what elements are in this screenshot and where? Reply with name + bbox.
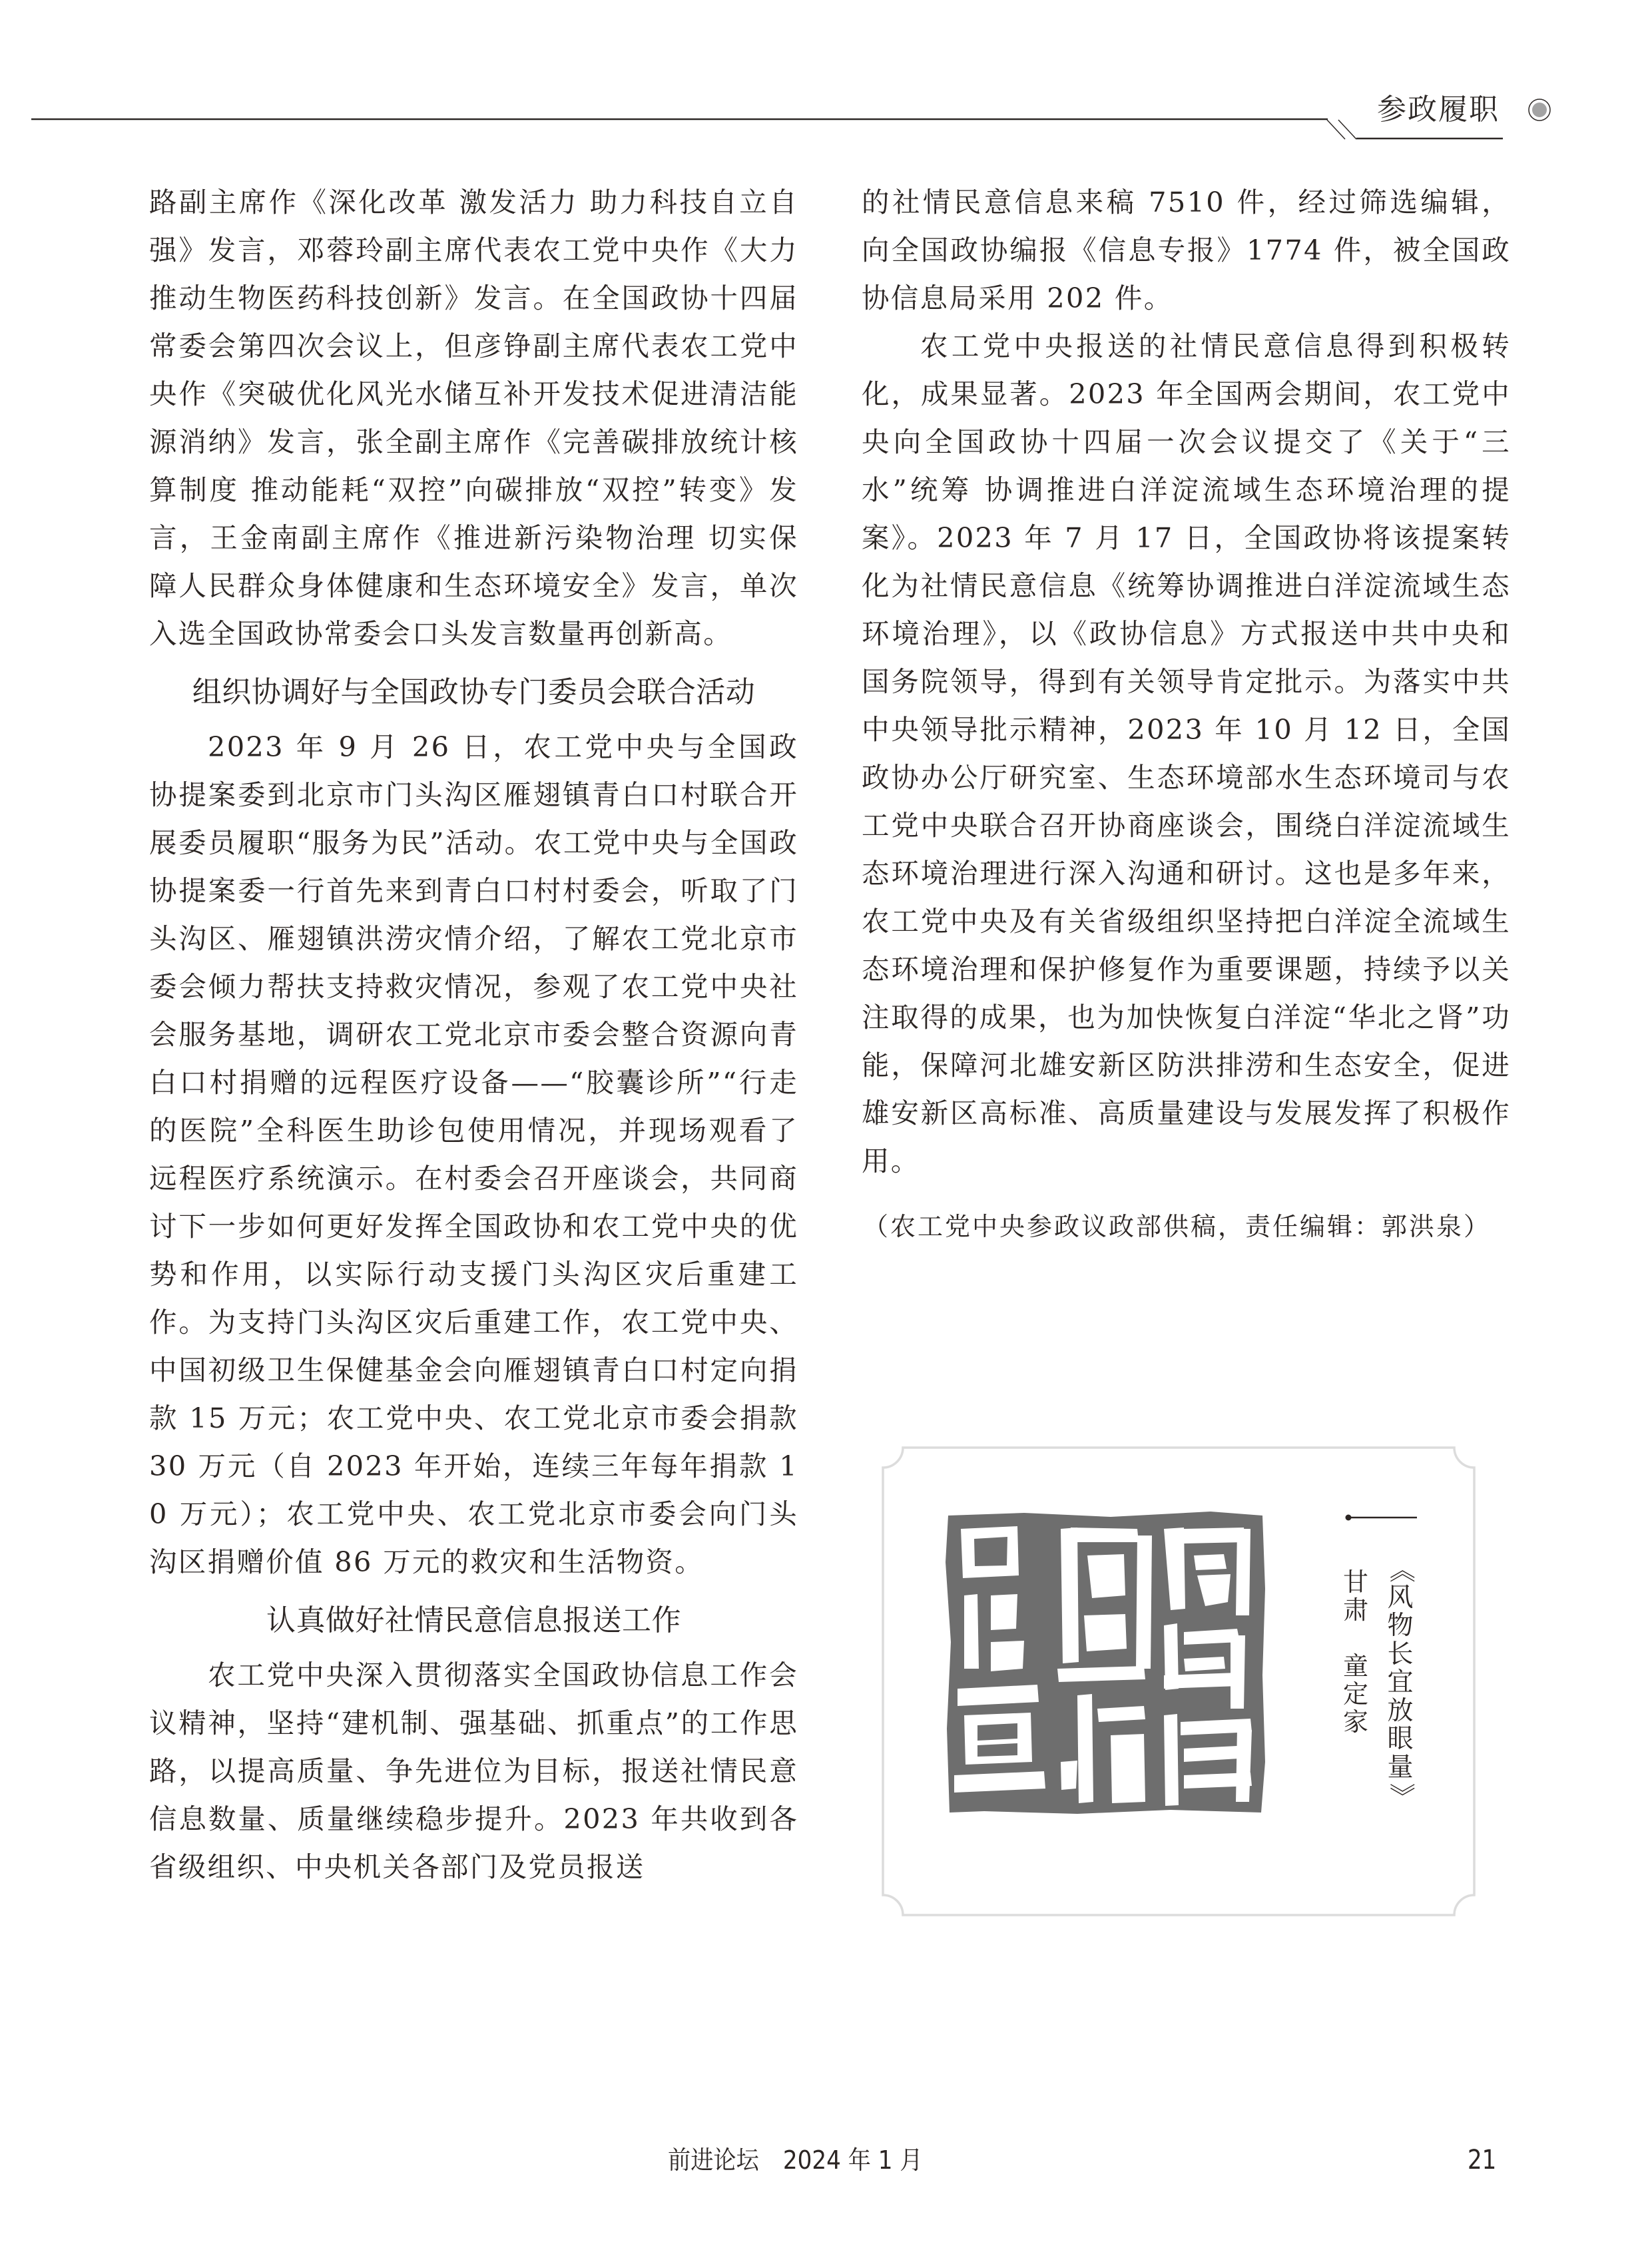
title-char: 放 — [1387, 1695, 1414, 1726]
magazine-name: 前进论坛 — [668, 2145, 759, 2175]
footer-publication — [668, 2145, 923, 2175]
title-char: 眼 — [1387, 1724, 1414, 1754]
paragraph: 2023 年 9 月 26 日，农工党中央与全国政协提案委到北京市门头沟区雁翅镇青白口村联合开展委员履职“服务为民”活动。农工党中央与全国政协提案委一行首先来到青白口村村委会，听取了门头沟区、雁翅镇洪涝灾情介绍，了解农工党北京市委会倾力帮扶支持救灾情况，参观了农工党中央社会服务基地，调研农工党北京市委会整合资源向青白口村捐赠的远程医疗设备——“胶囊诊所”“行走的医院”全科医生助诊包使用情况，并现场观看了远程医疗系统演示。在村委会召开座谈会，共同商讨下一步如何更好发挥全国政协和农工党中央的优势和作用，以实际行动支援门头沟区灾后重建工作。为支持门头沟区灾后重建工作，农工党中央、中国初级卫生保健基金会向雁翅镇青白口村定向捐款 15 万元；农工党中央、农工党北京市委会捐款 30 万元（自 2023 年开始，连续三年每年捐款 10 万元）；农工党中央、农工党北京市委会向门头沟区捐赠价值 86 万元的救灾和生活物资。 — [149, 730, 798, 1578]
author-char: 家 — [1342, 1707, 1368, 1737]
page-number: 21 — [1468, 2145, 1497, 2175]
artwork-title — [1386, 1555, 1414, 1811]
paragraph: 路副主席作《深化改革 激发活力 助力科技自立自强》发言，邓蓉玲副主席代表农工党中央作《大力推动生物医药科技创新》发言。在全国政协十四届常委会第四次会议上，但彦铮副主席代表农工党中央作《突破优化风光水储互补开发技术促进清洁能源消纳》发言，张全副主席作《完善碳排放统计核算制度 推动能耗“双控”向碳排放“双控”转变》发言，王金南副主席作《推进新污染物治理 切实保障人民群众身体健康和生态环境安全》发言，单次入选全国政协常委会口头发言数量再创新高。 — [149, 186, 798, 650]
title-char: 长 — [1387, 1639, 1414, 1669]
title-char: 》 — [1386, 1783, 1416, 1809]
artwork-author — [1342, 1568, 1370, 1736]
title-char: 风 — [1387, 1582, 1414, 1613]
target-circle-icon — [1529, 99, 1550, 121]
header-rule — [0, 0, 1652, 173]
title-char: 宜 — [1387, 1667, 1414, 1697]
decorative-line — [1345, 1513, 1418, 1522]
section-heading: 组织协调好与全国政协专门委员会联合活动 — [192, 675, 756, 709]
author-char: 肃 — [1342, 1595, 1368, 1625]
title-char: 物 — [1387, 1611, 1414, 1641]
title-char: 量 — [1387, 1752, 1414, 1783]
title-char: 《 — [1386, 1556, 1416, 1583]
left-column — [149, 178, 798, 1891]
paragraph: 的社情民意信息来稿 7510 件，经过筛选编辑，向全国政协编报《信息专报》1774 件，被全国政协信息局采用 202 件。 — [862, 186, 1511, 314]
author-char: 甘 — [1342, 1567, 1368, 1597]
author-char — [1342, 1624, 1370, 1652]
issue-date: 2024 年 1 月 — [782, 2145, 923, 2175]
seal-stamp-image — [944, 1509, 1266, 1817]
section-title: 参政履职 — [1377, 93, 1500, 127]
author-char: 定 — [1342, 1679, 1368, 1709]
paragraph: 农工党中央报送的社情民意信息得到积极转化，成果显著。2023 年全国两会期间，农工党中央向全国政协十四届一次会议提交了《关于“三水”统筹 协调推进白洋淀流域生态环境治理的提案》。2023 年 7 月 17 日，全国政协将该提案转化为社情民意信息《统筹协调推进白洋淀流域生态环境治理》，以《政协信息》方式报送中共中央和国务院领导，得到有关领导肯定批示。为落实中共中央领导批示精神，2023 年 10 月 12 日，全国政协办公厅研究室、生态环境部水生态环境司与农工党中央联合召开协商座谈会，围绕白洋淀流域生态环境治理进行深入沟通和研讨。这也是多年来，农工党中央及有关省级组织坚持把白洋淀全流域生态环境治理和保护修复作为重要课题，持续予以关注取得的成果，也为加快恢复白洋淀“华北之肾”功能，保障河北雄安新区防洪排涝和生态安全，促进雄安新区高标准、高质量建设与发展发挥了积极作用。 — [862, 330, 1511, 1177]
section-heading: 认真做好社情民意信息报送工作 — [266, 1603, 681, 1637]
author-char: 童 — [1342, 1651, 1368, 1681]
editor-credit: （农工党中央参政议政部供稿，责任编辑：郭洪泉） — [863, 1212, 1492, 1241]
paragraph: 农工党中央深入贯彻落实全国政协信息工作会议精神，坚持“建机制、强基础、抓重点”的工作思路，以提高质量、争先进位为目标，报送社情民意信息数量、质量继续稳步提升。2023 年共收到各省级组织、中央机关各部门及党员报送 — [149, 1659, 798, 1883]
right-column — [862, 178, 1511, 1185]
